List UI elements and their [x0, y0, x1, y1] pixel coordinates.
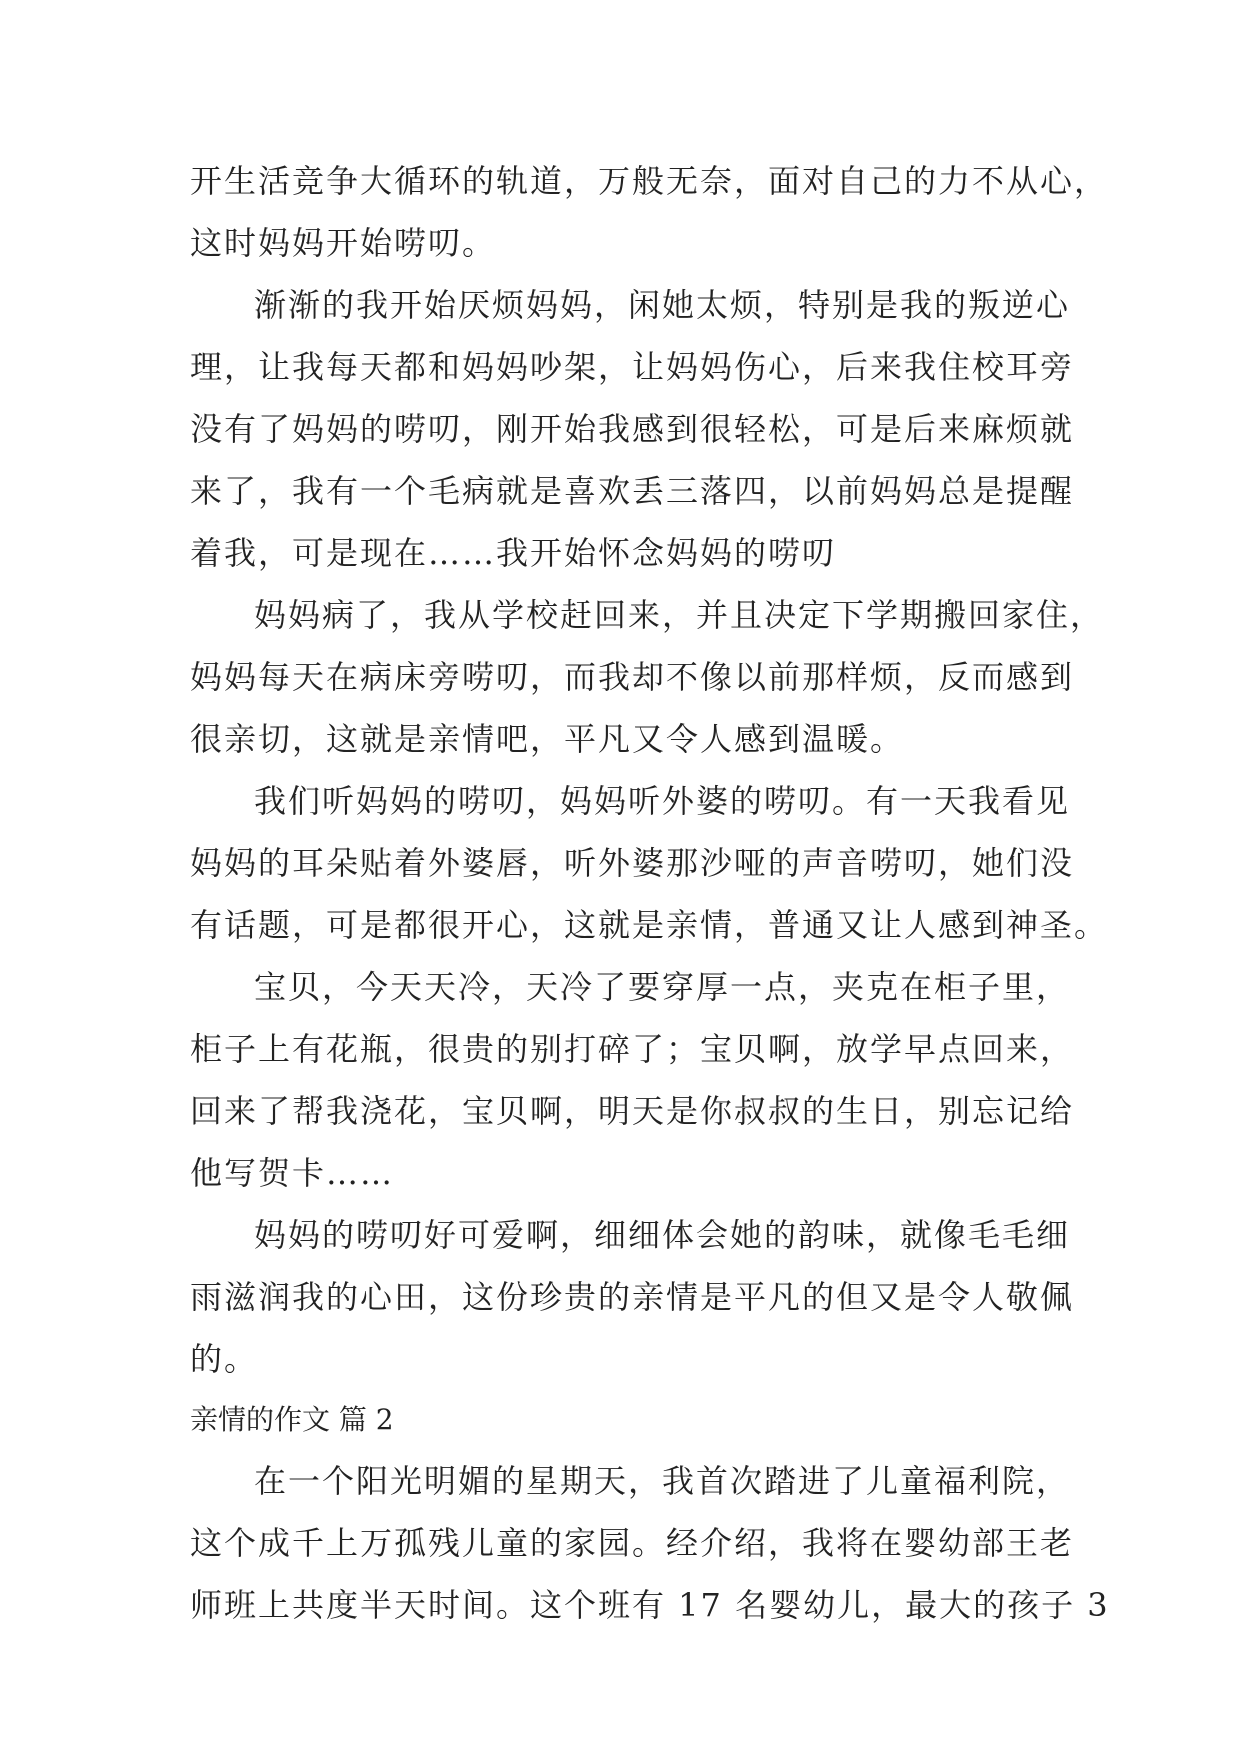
text-line: 这时妈妈开始唠叨。 — [190, 224, 497, 262]
text-line: 有话题，可是都很开心，这就是亲情，普通又让人感到神圣。 — [190, 906, 1109, 944]
text-line: 理，让我每天都和妈妈吵架，让妈妈伤心，后来我住校耳旁 — [190, 348, 1075, 386]
text-line: 雨滋润我的心田，这份珍贵的亲情是平凡的但又是令人敬佩 — [190, 1278, 1075, 1316]
text-line: 没有了妈妈的唠叨，刚开始我感到很轻松，可是后来麻烦就 — [190, 410, 1075, 448]
text-line: 这个成千上万孤残儿童的家园。经介绍，我将在婴幼部王老 — [190, 1524, 1075, 1562]
text-line: 妈妈每天在病床旁唠叨，而我却不像以前那样烦，反而感到 — [190, 658, 1075, 696]
text-line: 着我，可是现在……我开始怀念妈妈的唠叨 — [190, 534, 837, 572]
text-line: 他写贺卡…… — [190, 1154, 395, 1192]
text-line: 妈妈的唠叨好可爱啊，细细体会她的韵味，就像毛毛细 — [254, 1216, 1071, 1254]
text-line: 妈妈病了，我从学校赶回来，并且决定下学期搬回家住， — [254, 596, 1105, 634]
text-line: 的。 — [190, 1340, 259, 1378]
document-page — [190, 150, 1110, 1636]
text-line: 渐渐的我开始厌烦妈妈，闲她太烦，特别是我的叛逆心 — [254, 286, 1071, 324]
text-line: 柜子上有花瓶，很贵的别打碎了；宝贝啊，放学早点回来， — [190, 1030, 1075, 1068]
text-line: 回来了帮我浇花，宝贝啊，明天是你叔叔的生日，别忘记给 — [190, 1092, 1075, 1130]
text-line: 在一个阳光明媚的星期天，我首次踏进了儿童福利院， — [254, 1462, 1071, 1500]
text-line: 来了，我有一个毛病就是喜欢丢三落四，以前妈妈总是提醒 — [190, 472, 1075, 510]
text-line: 师班上共度半天时间。这个班有 17 名婴幼儿，最大的孩子 3 — [190, 1586, 1110, 1624]
text-line: 宝贝，今天天冷，天冷了要穿厚一点，夹克在柜子里， — [254, 968, 1071, 1006]
text-line: 我们听妈妈的唠叨，妈妈听外婆的唠叨。有一天我看见 — [254, 782, 1071, 820]
text-line: 很亲切，这就是亲情吧，平凡又令人感到温暖。 — [190, 720, 905, 758]
text-line: 妈妈的耳朵贴着外婆唇，听外婆那沙哑的声音唠叨，她们没 — [190, 844, 1075, 882]
text-line: 开生活竞争大循环的轨道，万般无奈，面对自己的力不从心， — [190, 162, 1109, 200]
section-heading: 亲情的作文 篇 2 — [190, 1403, 394, 1436]
